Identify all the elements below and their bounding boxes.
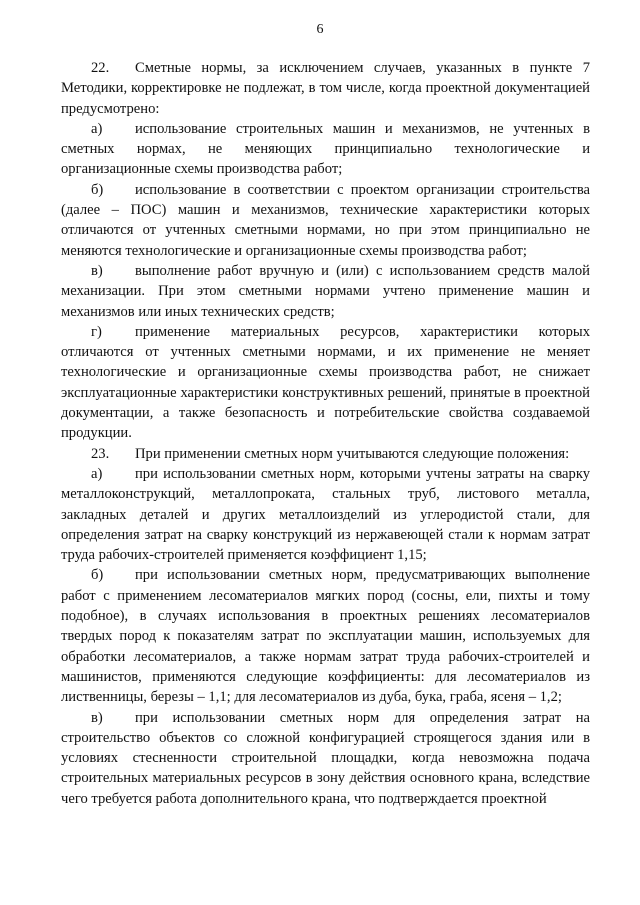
paragraph-text: При применении сметных норм учитываются следующие положения: bbox=[135, 445, 570, 462]
paragraph-22-a bbox=[61, 119, 590, 180]
paragraph-text: использование строительных машин и механизмов, не учтенных в сметных нормах, не меняющих принципиально технологические и организационные схемы производства работ; bbox=[61, 120, 590, 178]
paragraph-marker: б) bbox=[91, 567, 104, 584]
paragraph-marker: а) bbox=[91, 465, 103, 482]
paragraph-23-a bbox=[61, 464, 590, 565]
paragraph-marker: в) bbox=[91, 709, 103, 726]
paragraph-text: Сметные нормы, за исключением случаев, указанных в пункте 7 Методики, корректировке не подлежат, в том числе, когда проектной документацией предусмотрено: bbox=[61, 60, 590, 117]
paragraph-marker: б) bbox=[91, 181, 104, 198]
paragraph-marker: 22. bbox=[91, 60, 110, 76]
document-body bbox=[61, 58, 590, 809]
paragraph-23 bbox=[61, 444, 590, 464]
paragraph-marker: в) bbox=[91, 262, 103, 279]
paragraph-text: использование в соответствии с проектом организации строительства (далее – ПОС) машин и механизмов, технические характеристики которых отличаются от учтенных сметными нормами, но при этом принципиально не меняются технологические и организационные схемы производства работ; bbox=[61, 181, 590, 259]
paragraph-marker: 23. bbox=[91, 445, 110, 462]
paragraph-22 bbox=[61, 58, 590, 119]
paragraph-text: применение материальных ресурсов, характеристики которых отличаются от учтенных сметными нормами, и их применение не меняет технологические и организационные схемы производства работ, не снижает эксплуатационные характеристики конструктивных решений, принятые в проектной документации, а также безопасность и потребительские свойства создаваемой продукции. bbox=[61, 323, 590, 442]
paragraph-23-v bbox=[61, 708, 590, 809]
paragraph-text: выполнение работ вручную и (или) с использованием средств малой механизации. При этом сметными нормами учтено применение машин и механизмов или иных технических средств; bbox=[61, 262, 590, 320]
paragraph-marker: г) bbox=[91, 323, 102, 340]
paragraph-22-g bbox=[61, 322, 590, 444]
paragraph-22-v bbox=[61, 261, 590, 322]
paragraph-23-b bbox=[61, 565, 590, 707]
page-number: 6 bbox=[316, 22, 324, 37]
paragraph-marker: а) bbox=[91, 120, 103, 137]
paragraph-text: при использовании сметных норм, которыми учтены затраты на сварку металлоконструкций, металлопроката, стальных труб, листового металла, закладных деталей и других металлоизделий из углеродистой стали, для определения затрат на сварку конструкций из нержавеющей стали к нормам затрат труда рабочих-строителей применяется коэффициент 1,15; bbox=[61, 465, 590, 564]
paragraph-text: при использовании сметных норм для определения затрат на строительство объектов со сложной конфигурацией строящегося здания или в условиях стесненности строительной площадки, когда невозможна подача строительных материальных ресурсов в зону действия основного крана, вследствие чего требуется работа дополнительного крана, что подтверждается проектной bbox=[61, 709, 590, 807]
paragraph-22-b bbox=[61, 180, 590, 261]
paragraph-text: при использовании сметных норм, предусматривающих выполнение работ с применением лесоматериалов мягких пород (сосны, ели, пихты и тому подобное), в случаях использования в проектных решениях лесоматериалов твердых пород к показателям затрат по эксплуатации машин, используемых для обработки лесоматериалов, а также нормам затрат труда рабочих-строителей и машинистов, применяются следующие коэффициенты: для лесоматериалов из лиственницы, березы – 1,1; для лесоматериалов из дуба, бука, граба, ясеня – 1,2; bbox=[61, 567, 590, 706]
